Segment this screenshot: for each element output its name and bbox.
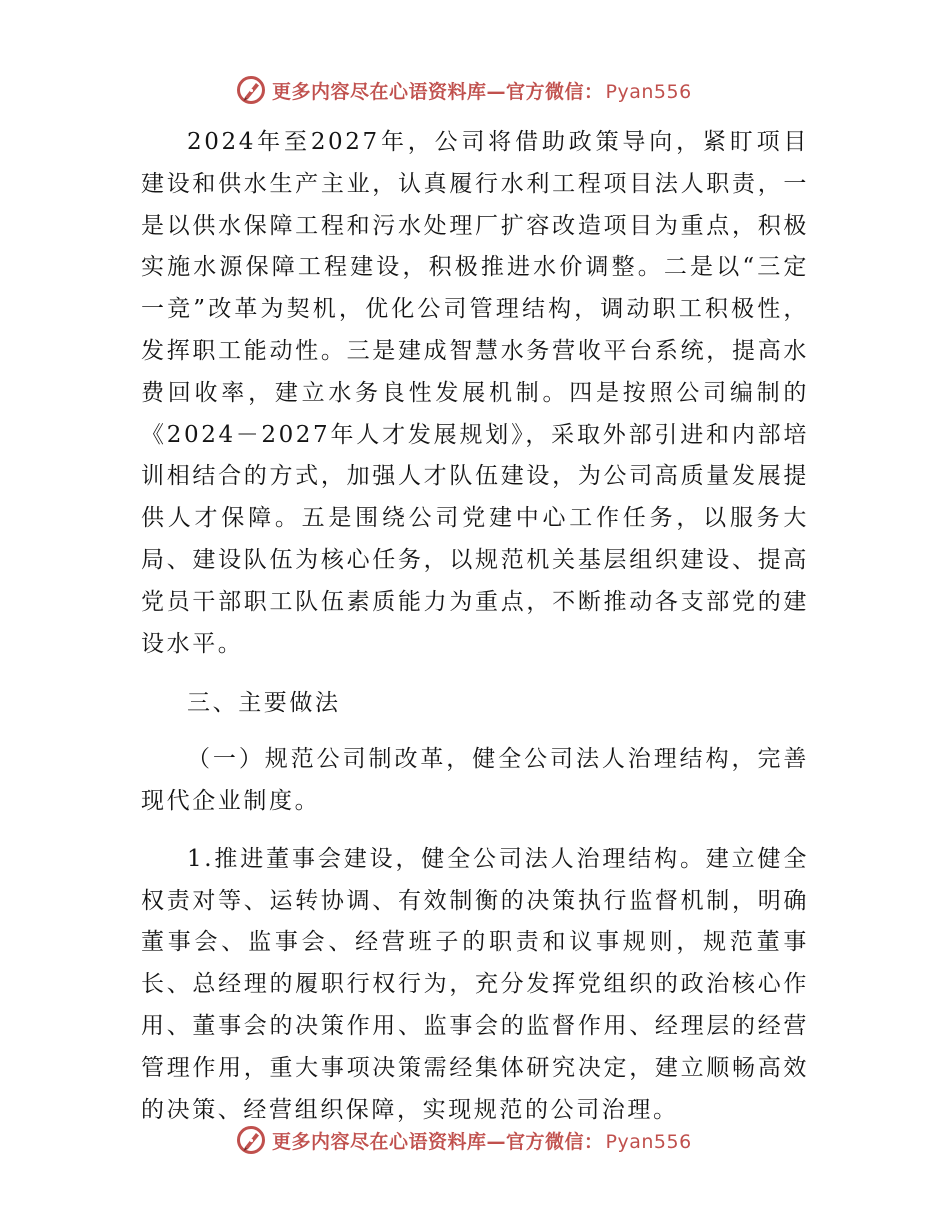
- pen-circle-logo-icon: [236, 75, 266, 105]
- paragraph-plan: 2024年至2027年，公司将借助政策导向，紧盯项目建设和供水生产主业，认真履行水利工程项目法人职责，一是以供水保障工程和污水处理厂扩容改造项目为重点，积极实施水源保障工程建设，积极推进水价调整。二是以“三定一竞”改革为契机，优化公司管理结构，调动职工积极性，发挥职工能动性。三是建成智慧水务营收平台系统，提高水费回收率，建立水务良性发展机制。四是按照公司编制的《2024－2027年人才发展规划》，采取外部引进和内部培训相结合的方式，加强人才队伍建设，为公司高质量发展提供人才保障。五是围绕公司党建中心工作任务，以服务大局、建设队伍为核心任务，以规范机关基层组织建设、提高党员干部职工队伍素质能力为重点，不断推动各支部党的建设水平。: [141, 129, 809, 657]
- subsection-heading: （一）规范公司制改革，健全公司法人治理结构，完善现代企业制度。: [141, 746, 809, 814]
- watermark-label: 更多内容尽在心语资料库—官方微信：: [272, 80, 604, 103]
- watermark-text: [272, 77, 692, 104]
- watermark-text: [272, 1127, 692, 1154]
- pen-circle-logo-icon: [236, 1125, 266, 1155]
- watermark-header: [236, 72, 716, 108]
- document-body: [141, 118, 809, 1131]
- watermark-wechat-id: Pyan556: [605, 80, 692, 103]
- watermark-wechat-id: Pyan556: [605, 1130, 692, 1153]
- watermark-label: 更多内容尽在心语资料库—官方微信：: [272, 1130, 604, 1153]
- watermark-footer: [236, 1122, 716, 1158]
- paragraph-board-construction: 1.推进董事会建设，健全公司法人治理结构。建立健全权责对等、运转协调、有效制衡的决策执行监督机制，明确董事会、监事会、经营班子的职责和议事规则，规范董事长、总经理的履职行权行为，充分发挥党组织的政治核心作用、董事会的决策作用、监事会的监督作用、经理层的经营管理作用，重大事项决策需经集体研究决定，建立顺畅高效的决策、经营组织保障，实现规范的公司治理。: [141, 845, 809, 1123]
- section-heading: 三、主要做法: [187, 690, 341, 717]
